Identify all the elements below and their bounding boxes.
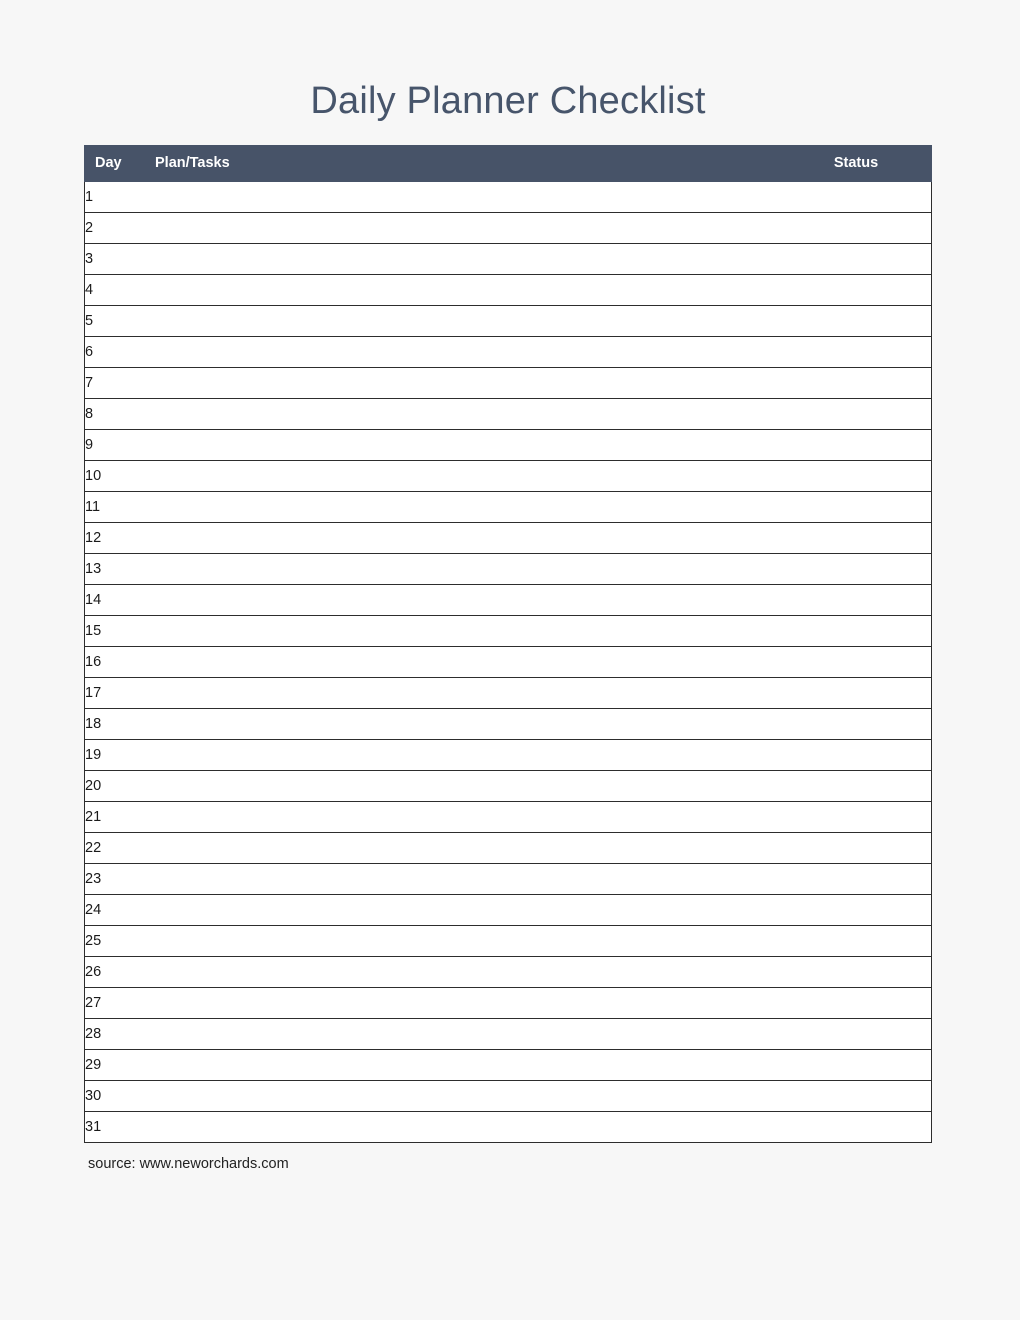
table-row — [85, 337, 932, 368]
day-cell: 4 — [85, 275, 152, 306]
task-cell[interactable] — [151, 1019, 781, 1050]
table-row — [85, 678, 932, 709]
day-cell: 18 — [85, 709, 152, 740]
day-cell: 21 — [85, 802, 152, 833]
task-cell[interactable] — [151, 678, 781, 709]
table-row — [85, 895, 932, 926]
table-row — [85, 213, 932, 244]
table-header-row — [85, 146, 932, 182]
task-cell[interactable] — [151, 709, 781, 740]
status-cell[interactable] — [781, 213, 932, 244]
status-cell[interactable] — [781, 1081, 932, 1112]
task-cell[interactable] — [151, 275, 781, 306]
day-cell: 22 — [85, 833, 152, 864]
task-cell[interactable] — [151, 1112, 781, 1143]
table-row — [85, 368, 932, 399]
day-cell: 16 — [85, 647, 152, 678]
task-cell[interactable] — [151, 337, 781, 368]
day-cell: 25 — [85, 926, 152, 957]
task-cell[interactable] — [151, 1050, 781, 1081]
day-cell: 31 — [85, 1112, 152, 1143]
status-cell[interactable] — [781, 399, 932, 430]
task-cell[interactable] — [151, 926, 781, 957]
table-row — [85, 771, 932, 802]
table-row — [85, 1019, 932, 1050]
day-cell: 2 — [85, 213, 152, 244]
status-cell[interactable] — [781, 1112, 932, 1143]
status-cell[interactable] — [781, 926, 932, 957]
status-cell[interactable] — [781, 430, 932, 461]
table-row — [85, 988, 932, 1019]
table-body — [85, 182, 932, 1143]
task-cell[interactable] — [151, 957, 781, 988]
day-cell: 13 — [85, 554, 152, 585]
status-cell[interactable] — [781, 585, 932, 616]
task-cell[interactable] — [151, 740, 781, 771]
day-cell: 10 — [85, 461, 152, 492]
task-cell[interactable] — [151, 647, 781, 678]
status-cell[interactable] — [781, 461, 932, 492]
table-row — [85, 647, 932, 678]
task-cell[interactable] — [151, 461, 781, 492]
status-cell[interactable] — [781, 616, 932, 647]
task-cell[interactable] — [151, 988, 781, 1019]
table-row — [85, 802, 932, 833]
day-cell: 26 — [85, 957, 152, 988]
table-row — [85, 740, 932, 771]
table-row — [85, 399, 932, 430]
status-cell[interactable] — [781, 864, 932, 895]
table-row — [85, 461, 932, 492]
status-cell[interactable] — [781, 678, 932, 709]
planner-document — [84, 80, 932, 1172]
table-row — [85, 1081, 932, 1112]
table-row — [85, 430, 932, 461]
task-cell[interactable] — [151, 1081, 781, 1112]
day-cell: 29 — [85, 1050, 152, 1081]
status-cell[interactable] — [781, 275, 932, 306]
status-cell[interactable] — [781, 647, 932, 678]
status-cell[interactable] — [781, 244, 932, 275]
task-cell[interactable] — [151, 244, 781, 275]
column-header-status: Status — [781, 146, 932, 182]
day-cell: 7 — [85, 368, 152, 399]
column-header-task: Plan/Tasks — [151, 146, 781, 182]
table-row — [85, 864, 932, 895]
page-title: Daily Planner Checklist — [310, 80, 706, 122]
status-cell[interactable] — [781, 833, 932, 864]
table-row — [85, 492, 932, 523]
day-cell: 6 — [85, 337, 152, 368]
day-cell: 19 — [85, 740, 152, 771]
table-row — [85, 926, 932, 957]
task-cell[interactable] — [151, 430, 781, 461]
day-cell: 17 — [85, 678, 152, 709]
table-row — [85, 616, 932, 647]
table-row — [85, 1112, 932, 1143]
status-cell[interactable] — [781, 802, 932, 833]
task-cell[interactable] — [151, 616, 781, 647]
task-cell[interactable] — [151, 585, 781, 616]
day-cell: 30 — [85, 1081, 152, 1112]
status-cell[interactable] — [781, 1050, 932, 1081]
table-row — [85, 957, 932, 988]
table-row — [85, 523, 932, 554]
status-cell[interactable] — [781, 554, 932, 585]
day-cell: 3 — [85, 244, 152, 275]
task-cell[interactable] — [151, 864, 781, 895]
table-row — [85, 709, 932, 740]
status-cell[interactable] — [781, 1019, 932, 1050]
status-cell[interactable] — [781, 771, 932, 802]
task-cell[interactable] — [151, 895, 781, 926]
table-row — [85, 275, 932, 306]
planner-table — [84, 145, 932, 1143]
table-row — [85, 182, 932, 213]
day-cell: 27 — [85, 988, 152, 1019]
task-cell[interactable] — [151, 492, 781, 523]
status-cell[interactable] — [781, 182, 932, 213]
task-cell[interactable] — [151, 399, 781, 430]
status-cell[interactable] — [781, 492, 932, 523]
task-cell[interactable] — [151, 368, 781, 399]
day-cell: 12 — [85, 523, 152, 554]
table-row — [85, 244, 932, 275]
day-cell: 5 — [85, 306, 152, 337]
task-cell[interactable] — [151, 306, 781, 337]
status-cell[interactable] — [781, 957, 932, 988]
task-cell[interactable] — [151, 182, 781, 213]
status-cell[interactable] — [781, 523, 932, 554]
day-cell: 11 — [85, 492, 152, 523]
table-row — [85, 1050, 932, 1081]
day-cell: 20 — [85, 771, 152, 802]
table-row — [85, 585, 932, 616]
task-cell[interactable] — [151, 213, 781, 244]
status-cell[interactable] — [781, 709, 932, 740]
day-cell: 24 — [85, 895, 152, 926]
status-cell[interactable] — [781, 988, 932, 1019]
status-cell[interactable] — [781, 740, 932, 771]
day-cell: 8 — [85, 399, 152, 430]
day-cell: 14 — [85, 585, 152, 616]
day-cell: 28 — [85, 1019, 152, 1050]
source-attribution: source: www.neworchards.com — [88, 1156, 289, 1172]
status-cell[interactable] — [781, 337, 932, 368]
task-cell[interactable] — [151, 802, 781, 833]
day-cell: 23 — [85, 864, 152, 895]
status-cell[interactable] — [781, 368, 932, 399]
column-header-day: Day — [85, 146, 152, 182]
status-cell[interactable] — [781, 306, 932, 337]
day-cell: 15 — [85, 616, 152, 647]
task-cell[interactable] — [151, 833, 781, 864]
day-cell: 1 — [85, 182, 152, 213]
table-header — [85, 146, 932, 182]
task-cell[interactable] — [151, 771, 781, 802]
table-row — [85, 554, 932, 585]
status-cell[interactable] — [781, 895, 932, 926]
task-cell[interactable] — [151, 523, 781, 554]
table-row — [85, 833, 932, 864]
task-cell[interactable] — [151, 554, 781, 585]
day-cell: 9 — [85, 430, 152, 461]
table-row — [85, 306, 932, 337]
